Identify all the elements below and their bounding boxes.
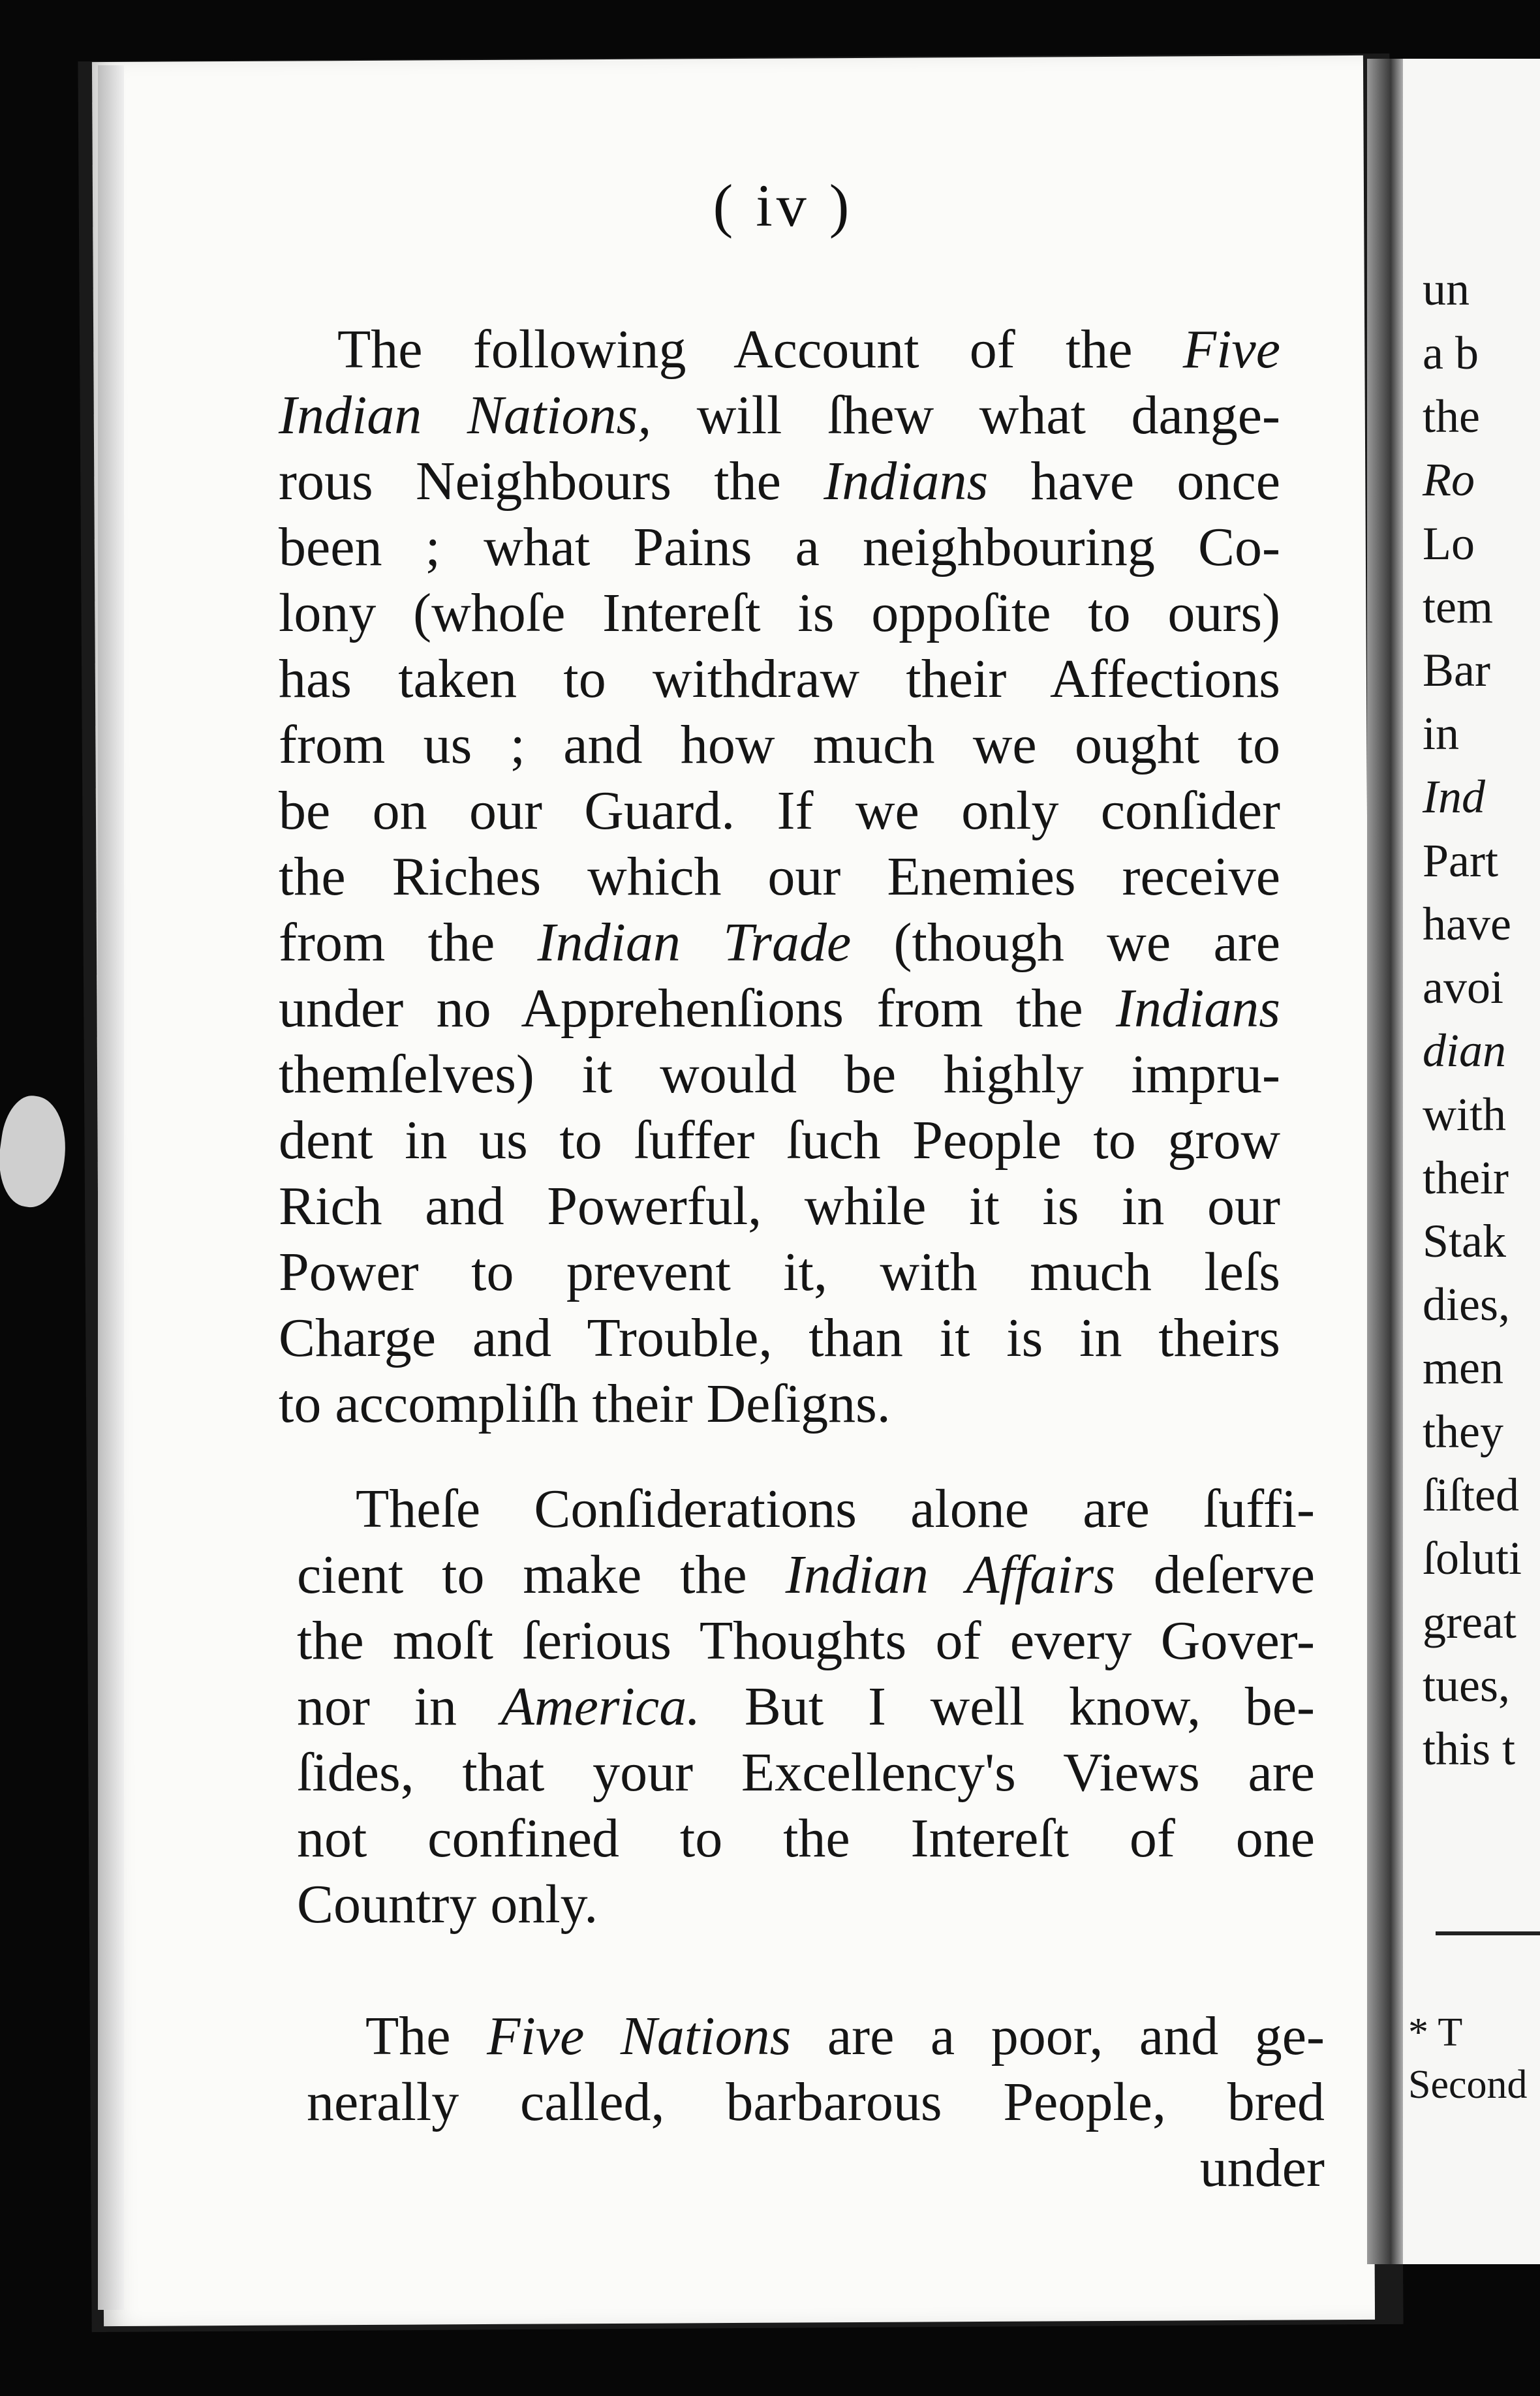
text-run: are a poor, and ge- [791,2006,1325,2066]
right-page-fragment: their [1423,1152,1509,1204]
italic-text: Indian Trade [537,912,852,973]
right-page-fragment: ſiſted [1423,1469,1519,1521]
text-run: have once [988,451,1281,512]
text-line [279,910,1280,975]
text-run: Power to prevent it, with much leſs [279,1242,1280,1302]
text-line [279,975,1280,1041]
text-line [307,2003,1325,2069]
right-page-fragment: this t [1423,1723,1516,1775]
italic-text: Indians [1116,978,1280,1039]
text-line [279,1107,1280,1173]
text-run: Charge and Trouble, than it is in theirs [279,1308,1280,1368]
text-run: nor in [297,1676,501,1737]
right-page-fragment: avoi [1423,961,1503,1013]
text-line [279,514,1280,580]
right-page-fragment: dian [1423,1024,1507,1077]
right-page-fragment: tues, [1423,1659,1510,1712]
italic-text: America. [501,1676,701,1737]
text-line [279,1305,1280,1371]
right-page-fragment: in [1423,707,1460,760]
page-edge [98,65,124,2310]
text-line [279,1371,1280,1437]
text-run: themſelves) it would be highly impru- [279,1044,1280,1105]
text-line [297,1542,1315,1608]
text-line [297,1608,1315,1674]
text-line [279,1239,1280,1305]
text-run: will ſhew what dange- [651,385,1281,446]
book-gutter [1367,59,1406,2264]
text-run: But I well know, be- [700,1676,1316,1737]
right-page-fragment: they [1423,1405,1503,1458]
footnote-rule [1436,1931,1540,1935]
text-line [279,382,1280,448]
text-line [279,580,1280,646]
text-line [297,1871,1315,1937]
text-run: under [1199,2138,1325,2198]
right-page-fragment: Lo [1423,517,1475,570]
text-run: be on our Guard. If we only conſider [279,780,1280,841]
text-run: the moſt ſerious Thoughts of every Gover- [297,1610,1315,1671]
text-run: under no Apprehenſions from the [279,978,1116,1039]
text-run: not confined to the Intereſt of one [297,1808,1315,1869]
text-line [297,1476,1315,1542]
text-run: Country only. [297,1874,598,1935]
text-line [279,316,1280,382]
text-line [279,1173,1280,1239]
text-run: been ; what Pains a neighbouring Co- [279,517,1280,577]
right-page-fragment: tem [1423,581,1493,633]
text-line [279,646,1280,712]
text-line [297,1740,1315,1805]
right-page-fragment: a b [1423,327,1479,379]
paragraph-2 [297,1476,1315,1937]
text-run: Theſe Conſiderations alone are ſuffi- [356,1479,1315,1539]
text-run: cient to make the [297,1544,786,1605]
text-line [297,1805,1315,1871]
right-page-fragment: the [1423,390,1480,442]
page-number: ( iv ) [713,172,854,239]
right-page-fragment: Bar [1423,644,1490,696]
text-run: from us ; and how much we ought to [279,714,1280,775]
right-page-fragment: have [1423,898,1511,950]
text-line [297,1674,1315,1740]
right-page-fragment: Ind [1423,771,1485,823]
italic-text: Indians [824,451,989,512]
text-line [279,778,1280,844]
italic-text: Indian Affairs [785,1544,1115,1605]
right-page-fragment: great [1423,1596,1517,1648]
text-run: dent in us to ſuffer ſuch People to grow [279,1110,1280,1171]
right-page-fragment: un [1423,263,1470,315]
text-line [279,1041,1280,1107]
text-run: has taken to withdraw their Affections [279,649,1280,709]
italic-text: Indian Nations, [279,385,652,446]
text-run: nerally called, barbarous People, bred [307,2072,1325,2132]
text-line [279,448,1280,514]
right-page-fragment: dies, [1423,1278,1510,1330]
right-page-fragment: men [1423,1342,1503,1394]
footnote-fragment: * T [1408,2010,1463,2055]
paragraph-3 [307,2003,1325,2201]
text-run: The [365,2006,487,2066]
text-run: rous Neighbours the [279,451,824,512]
text-line [279,712,1280,778]
text-line [279,844,1280,910]
italic-text: Five Nations [487,2006,792,2066]
footnote-fragment: Second [1408,2063,1528,2107]
italic-text: Five [1182,319,1280,380]
text-line [307,2069,1325,2135]
text-run: The following Account of the [337,319,1183,380]
right-page-fragment: ſoluti [1423,1532,1522,1584]
text-run: (though we are [851,912,1280,973]
right-page-fragment: Stak [1423,1215,1507,1267]
text-run: the Riches which our Enemies receive [279,846,1280,907]
paragraph-1 [279,316,1280,1437]
text-line [307,2135,1325,2201]
text-run: Rich and Powerful, while it is in our [279,1176,1280,1236]
right-page-fragment: Part [1423,835,1498,887]
text-run: lony (whoſe Intereſt is oppoſite to ours) [279,583,1280,643]
text-run: to accompliſh their Deſigns. [279,1374,891,1434]
right-page-fragment: with [1423,1088,1507,1141]
text-run: ſides, that your Excellency's Views are [297,1742,1315,1803]
text-run: from the [279,912,538,973]
text-run: deſerve [1115,1544,1315,1605]
right-page-fragment: Ro [1423,453,1475,506]
